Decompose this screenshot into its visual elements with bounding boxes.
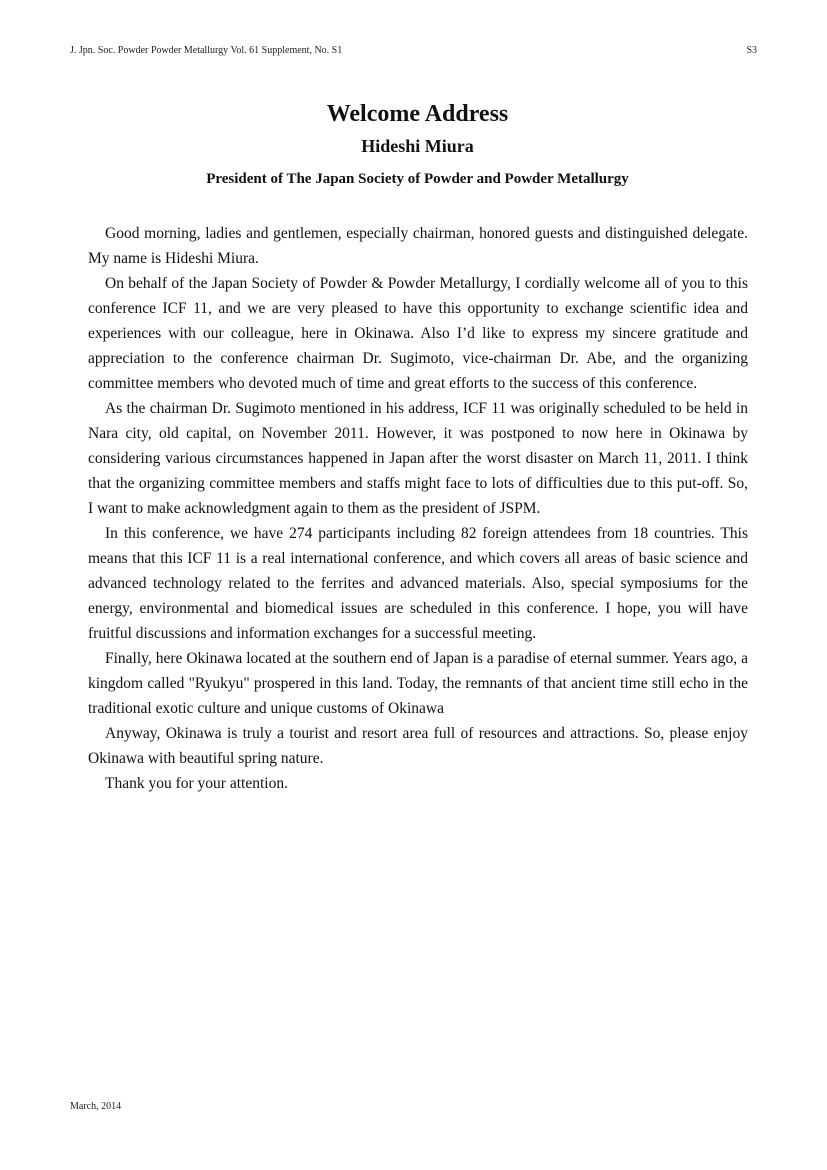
author-name: Hideshi Miura: [361, 136, 474, 156]
paragraph-participants: In this conference, we have 274 participants including 82 foreign attendees from 18 countries. This means that this ICF 11 is a real international conference, and which covers all areas of basic science and advanced technology related to the ferrites and advanced materials. Also, special symposiums for the energy, environmental and biomedical issues are scheduled in this conference. I hope, you will have fruitful discussions and information exchanges for a successful meeting.: [88, 525, 748, 642]
paragraph-postponement: As the chairman Dr. Sugimoto mentioned in his address, ICF 11 was originally scheduled to be held in Nara city, old capital, on November 2011. However, it was postponed to now here in Okinawa by considering various circumstances happened in Japan after the worst disaster on March 11, 2011. I think that the organizing committee members and staffs might face to lots of difficulties due to this put-off. So, I want to make acknowledgment again to them as the president of JSPM.: [88, 400, 748, 517]
page-number: S3: [746, 45, 757, 56]
article-body: [88, 221, 748, 796]
author-affiliation: President of The Japan Society of Powder and Powder Metallurgy: [206, 171, 629, 187]
paragraph-welcome: On behalf of the Japan Society of Powder & Powder Metallurgy, I cordially welcome all of you to this conference ICF 11, and we are very pleased to have this opportunity to exchange scientific idea and experiences with our colleague, here in Okinawa. Also I’d like to express my sincere gratitude and appreciation to the conference chairman Dr. Sugimoto, vice-chairman Dr. Abe, and the organizing committee members who devoted much of time and great efforts to the success of this conference.: [88, 275, 748, 392]
journal-citation: J. Jpn. Soc. Powder Powder Metallurgy Vol. 61 Supplement, No. S1: [70, 45, 343, 56]
footer-date: March, 2014: [70, 1101, 122, 1112]
article-title: Welcome Address: [326, 101, 509, 127]
paragraph-closing: Thank you for your attention.: [105, 775, 288, 792]
paragraph-okinawa: Finally, here Okinawa located at the southern end of Japan is a paradise of eternal summer. Years ago, a kingdom called "Ryukyu" prospered in this land. Today, the remnants of that ancient time still echo in the traditional exotic culture and unique customs of Okinawa: [88, 650, 748, 717]
paragraph-greeting: Good morning, ladies and gentlemen, especially chairman, honored guests and distinguished delegate. My name is Hideshi Miura.: [88, 225, 748, 267]
running-header: [70, 45, 757, 61]
paragraph-tourism: Anyway, Okinawa is truly a tourist and resort area full of resources and attractions. So, please enjoy Okinawa with beautiful spring nature.: [88, 725, 748, 767]
title-block: [0, 98, 827, 189]
